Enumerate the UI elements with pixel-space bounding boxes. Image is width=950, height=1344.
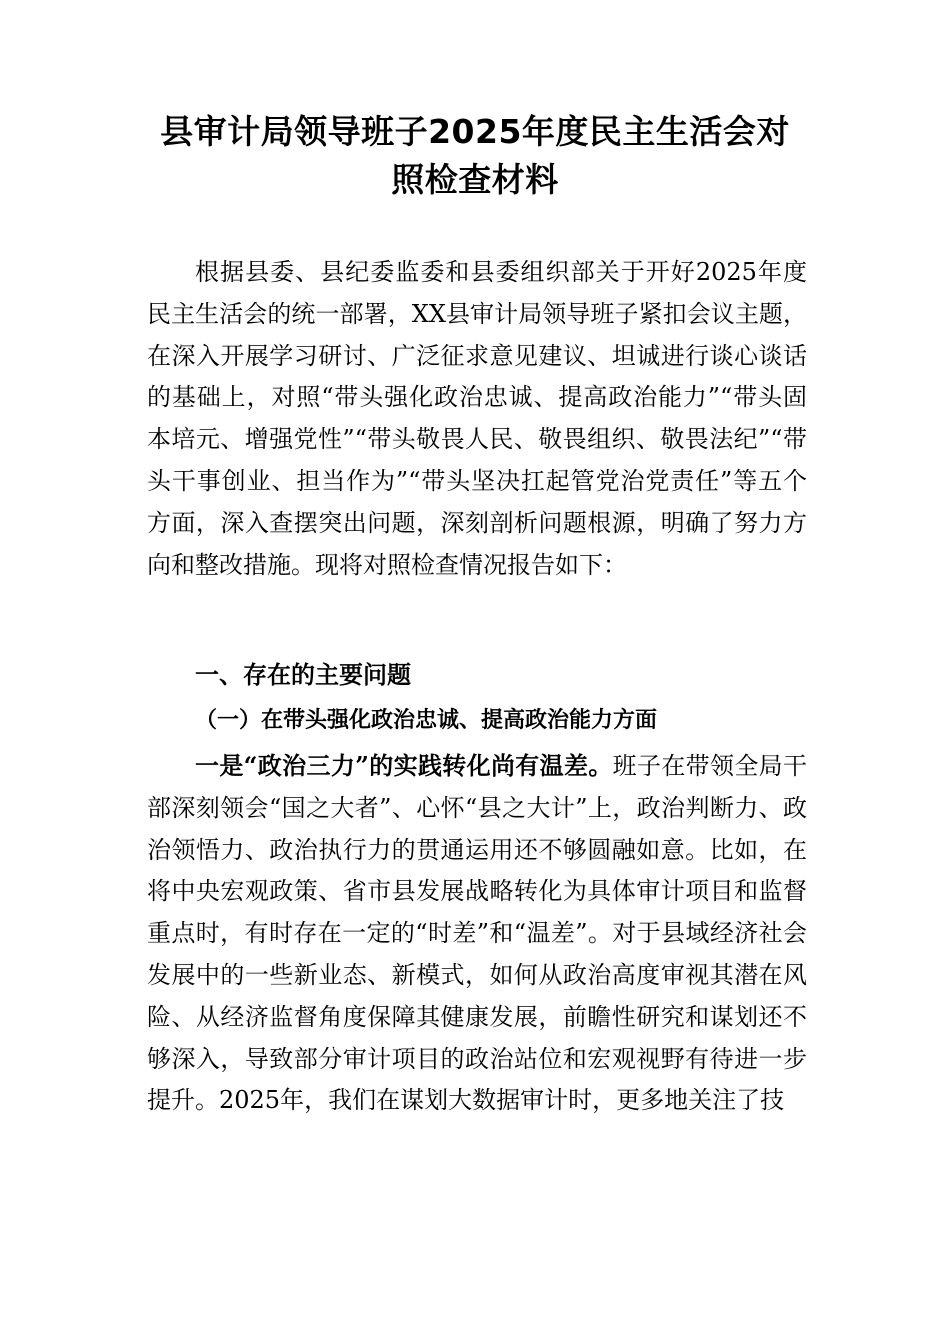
section-heading: 一、存在的主要问题 [195,661,411,689]
document-title: 县审计局领导班子2025年度民主生活会对照检查材料 [160,112,790,199]
point-one-paragraph [147,745,807,1122]
point-one-body: 班子在带领全局干部深刻领会“国之大者”、心怀“县之大计”上，政治判断力、政治领悟力、政治执行力的贯通运用还不够圆融如意。比如，在将中央宏观政策、省市县发展战略转化为具体审计项目和监督重点时，有时存在一定的“时差”和“温差”。对于县域经济社会发展中的一些新业态、新模式，如何从政治高度审视其潜在风险、从经济监督角度保障其健康发展，前瞻性研究和谋划还不够深入，导致部分审计项目的政治站位和宏观视野有待进一步提升。2025年，我们在谋划大数据审计时，更多地关注了技 [147,752,808,1115]
subsection-heading: （一）在带头强化政治忠诚、提高政治能力方面 [195,707,658,733]
point-one-lead: 一是“政治三力”的实践转化尚有温差。 [195,751,613,780]
intro-paragraph: 根据县委、县纪委监委和县委组织部关于开好2025年度民主生活会的统一部署，XX县审计局领导班子紧扣会议主题，在深入开展学习研讨、广泛征求意见建议、坦诚进行谈心谈话的基础上，对照“带头强化政治忠诚、提高政治能力”“带头固本培元、增强党性”“带头敬畏人民、敬畏组织、敬畏法纪”“带头干事创业、担当作为”“带头坚决扛起管党治党责任”等五个方面，深入查摆突出问题，深刻剖析问题根源，明确了努力方向和整改措施。现将对照检查情况报告如下： [147,258,807,579]
